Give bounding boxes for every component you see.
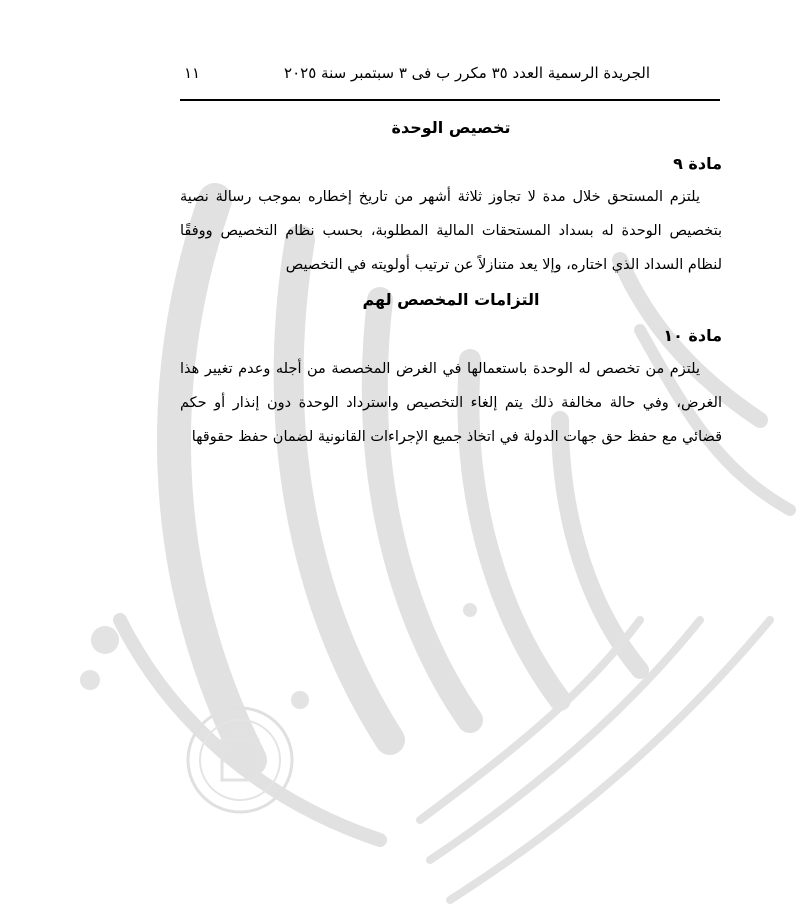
article-text: يلتزم المستحق خلال مدة لا تجاوز ثلاثة أشهر من تاريخ إخطاره بموجب رسالة نصية بتخصيص الوحدة له بسداد المستحقات المالية المطلوبة، بحسب نظام التخصيص ووفقًا لنظام السداد الذي اختاره، وإلا يعد متنازلاً عن ترتيب أولويته في التخصيص bbox=[180, 189, 722, 273]
gazette-issue-title: الجريدة الرسمية العدد ٣٥ مكرر ب فى ٣ سبتمبر سنة ٢٠٢٥ bbox=[284, 64, 650, 82]
section-heading: التزامات المخصص لهم bbox=[362, 290, 540, 309]
article-text: يلتزم من تخصص له الوحدة باستعمالها في الغرض المخصصة من أجله وعدم تغيير هذا الغرض، وفي حالة مخالفة ذلك يتم إلغاء التخصيص واسترداد الوحدة دون إنذار أو حكم قضائي مع حفظ حق جهات الدولة في اتخاذ جميع الإجراءات القانونية لضمان حفظ حقوقها bbox=[180, 361, 722, 445]
article-label: مادة ٩ bbox=[673, 154, 722, 173]
header-divider bbox=[180, 99, 720, 101]
article-label: مادة ١٠ bbox=[663, 326, 722, 345]
document-body bbox=[180, 112, 722, 454]
page-number: ١١ bbox=[184, 64, 201, 82]
running-header bbox=[178, 60, 720, 90]
section-unit-allocation bbox=[180, 112, 722, 282]
section-heading: تخصيص الوحدة bbox=[391, 118, 511, 137]
section-allottee-obligations bbox=[180, 284, 722, 454]
government-seal-icon bbox=[188, 708, 292, 812]
